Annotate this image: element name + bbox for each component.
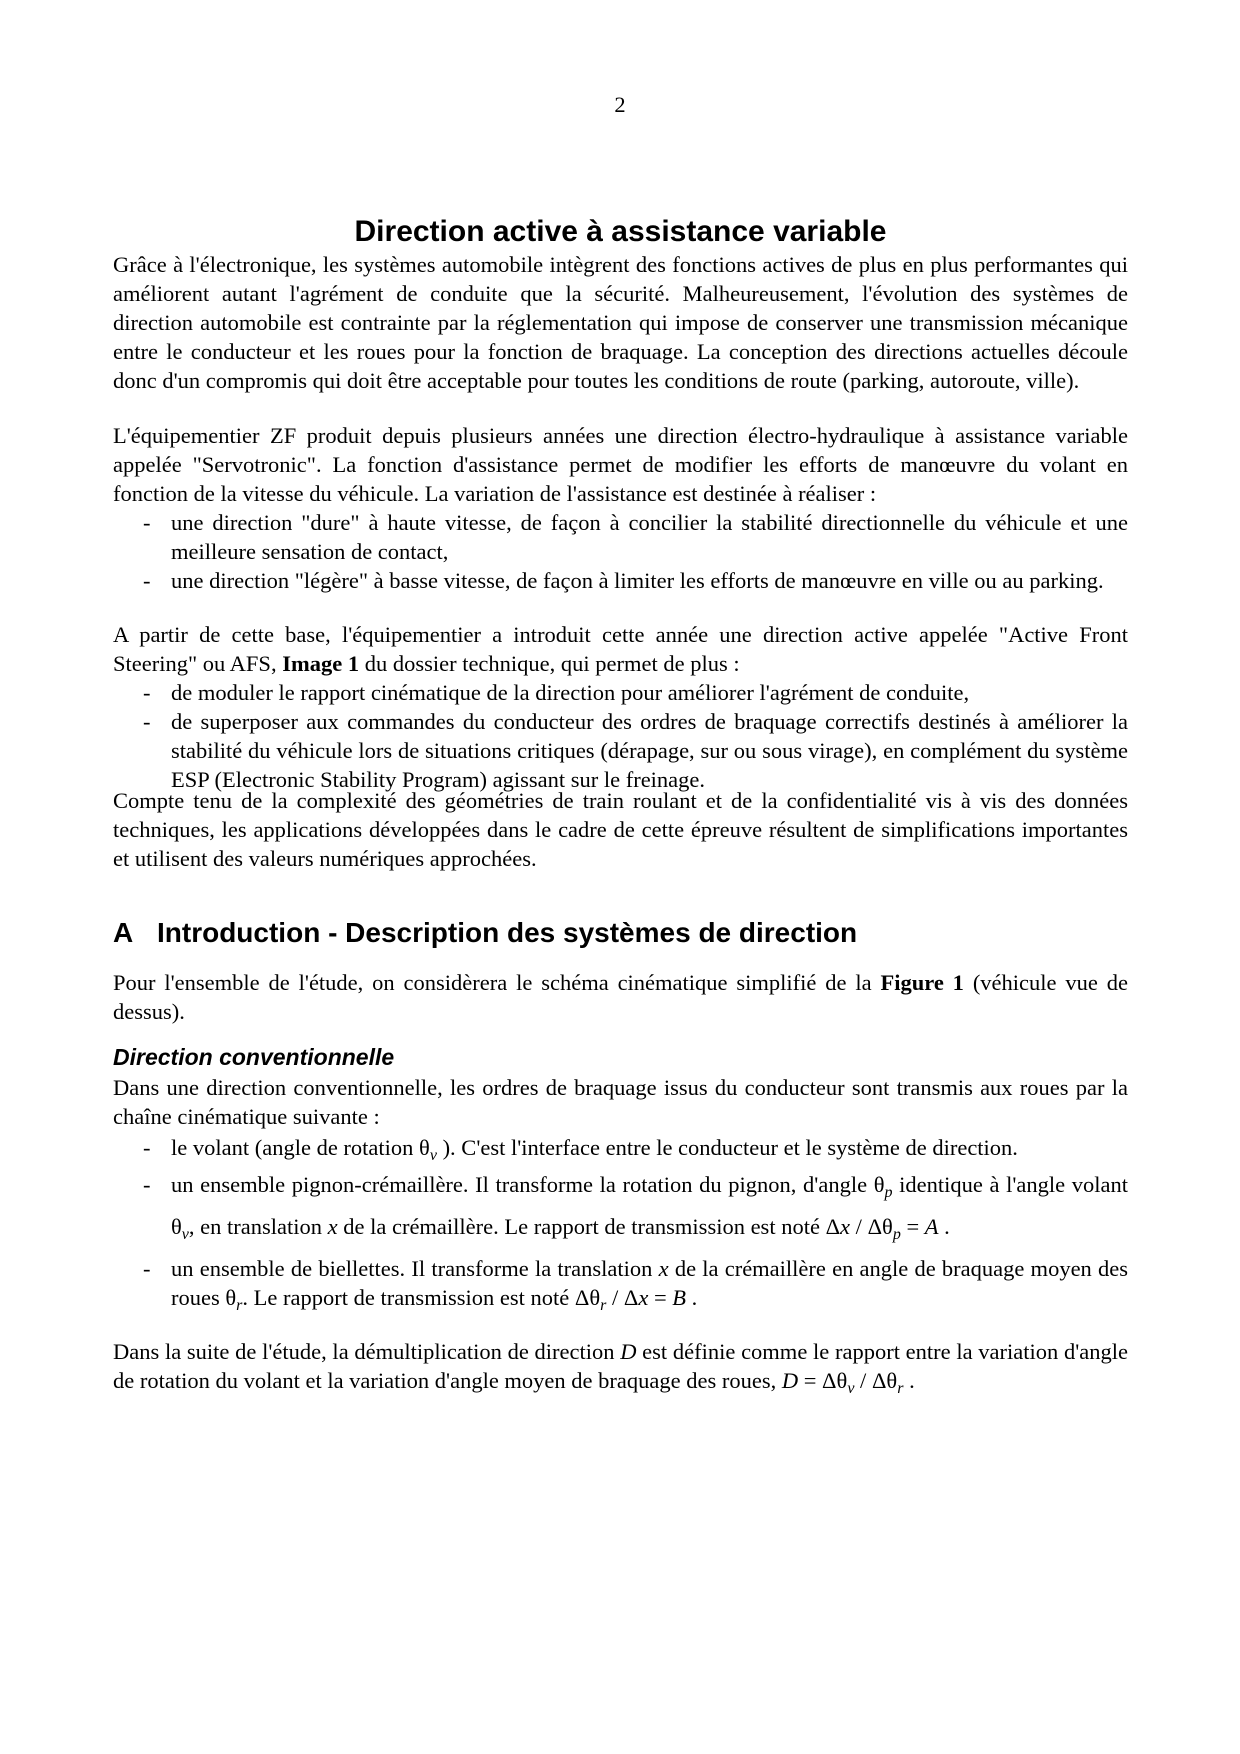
section-a-heading (113, 916, 1128, 950)
list-item: - un ensemble pignon-crémaillère. Il transforme la rotation du pignon, d'angle $\theta_p$ identique à l'angle volant $\theta_v$, en translation x de la crémaillère. Le rapport de transmission est noté $\Delta x / \Delta\theta_p = A$ . (113, 1164, 1128, 1248)
list-item: - un ensemble de biellettes. Il transforme la translation x de la crémaillère en angle de braquage moyen des roues $\theta_r$. Le rapport de transmission est noté $\Delta\theta_r / \Delta x = B$ . (113, 1254, 1128, 1312)
list-item: - le volant (angle de rotation $\theta_v$ ). C'est l'interface entre le conducteur et le système de direction. (113, 1131, 1128, 1164)
kinematic-chain-list (113, 1131, 1128, 1312)
intro-paragraph-3: A partir de cette base, l'équipementier a introduit cette année une direction active appelée "Active Front Steering" ou AFS, Image 1 du dossier technique, qui permet de plus : - de moduler le rapport cinématique de la direction pour améliorer l'agrément de conduite, - de superposer aux commandes du conducteur des ordres de braquage correctifs destinés à améliorer la stabilité du véhicule lors de situations critiques (dérapage, sur ou sous virage), en complément du système ESP (Electronic Stability Program) agissant sur le freinage. (113, 620, 1128, 794)
list-item: - une direction "légère" à basse vitesse, de façon à limiter les efforts de manœuvre en ville ou au parking. (113, 566, 1128, 595)
section-a-paragraph-2: Dans une direction conventionnelle, les ordres de braquage issus du conducteur sont transmis aux roues par la chaîne cinématique suivante : - le volant (angle de rotation $\theta_v$ ). C'est l'interface entre le conducteur et le système de direction. - un ensemble pignon-crémaillère. Il transforme la rotation du pignon, d'angle $\theta_p$ identique à l'angle volant $\theta_v$, en translation x de la crémaillère. Le rapport de transmission est noté $\Delta x / \Delta\theta_p = A$ . - un ensemble de biellettes. Il transforme la translation x de la crémaillère en angle de braquage moyen des roues $\theta_r$. Le rapport de transmission est noté $\Delta\theta_r / \Delta x = B$ . (113, 1073, 1128, 1312)
section-a-paragraph-1: Pour l'ensemble de l'étude, on considèrera le schéma cinématique simplifié de la Figure 1 (véhicule vue de dessus). (113, 970, 1128, 1024)
list-item: - une direction "dure" à haute vitesse, de façon à concilier la stabilité directionnelle du véhicule et une meilleure sensation de contact, (113, 508, 1128, 566)
figure-reference: Figure 1 (880, 970, 964, 995)
list-item: - de superposer aux commandes du conducteur des ordres de braquage correctifs destinés à améliorer la stabilité du véhicule lors de situations critiques (dérapage, sur ou sous virage), en complément du système ESP (Electronic Stability Program) agissant sur le freinage. (113, 707, 1128, 794)
afs-list (113, 678, 1128, 794)
section-title: Introduction - Description des systèmes de direction (157, 917, 858, 948)
intro-paragraph-4: Compte tenu de la complexité des géométries de train roulant et de la confidentialité vis à vis des données techniques, les applications développées dans le cadre de cette épreuve résultent de simplifications importantes et utilisent des valeurs numériques approchées. (113, 788, 1128, 871)
section-letter: A (113, 917, 134, 948)
page-title: Direction active à assistance variable (354, 215, 887, 248)
assistance-list (113, 508, 1128, 595)
page-number: 2 (614, 92, 626, 117)
intro-paragraph-1: Grâce à l'électronique, les systèmes automobile intègrent des fonctions actives de plus en plus performantes qui améliorent autant l'agrément de conduite que la sécurité. Malheureusement, l'évolution des systèmes de direction automobile est contrainte par la réglementation qui impose de conserver une transmission mécanique entre le conducteur et les roues pour la fonction de braquage. La conception des directions actuelles découle donc d'un compromis qui doit être acceptable pour toutes les conditions de route (parking, autoroute, ville). (113, 252, 1128, 393)
list-item: - de moduler le rapport cinématique de la direction pour améliorer l'agrément de conduite, (113, 678, 1128, 707)
intro-paragraph-2: L'équipementier ZF produit depuis plusieurs années une direction électro-hydraulique à assistance variable appelée "Servotronic". La fonction d'assistance permet de modifier les efforts de manœuvre du volant en fonction de la vitesse du véhicule. La variation de l'assistance est destinée à réaliser : - une direction "dure" à haute vitesse, de façon à concilier la stabilité directionnelle du véhicule et une meilleure sensation de contact, - une direction "légère" à basse vitesse, de façon à limiter les efforts de manœuvre en ville ou au parking. (113, 421, 1128, 595)
subheading-direction-conventionnelle: Direction conventionnelle (113, 1044, 395, 1070)
image-reference: Image 1 (282, 651, 360, 676)
section-a-paragraph-3: Dans la suite de l'étude, la démultiplication de direction D est définie comme le rapport entre la variation d'angle de rotation du volant et la variation d'angle moyen de braquage des roues, $D = \Delta\theta_v / \Delta\theta_r$ . (113, 1339, 1128, 1397)
